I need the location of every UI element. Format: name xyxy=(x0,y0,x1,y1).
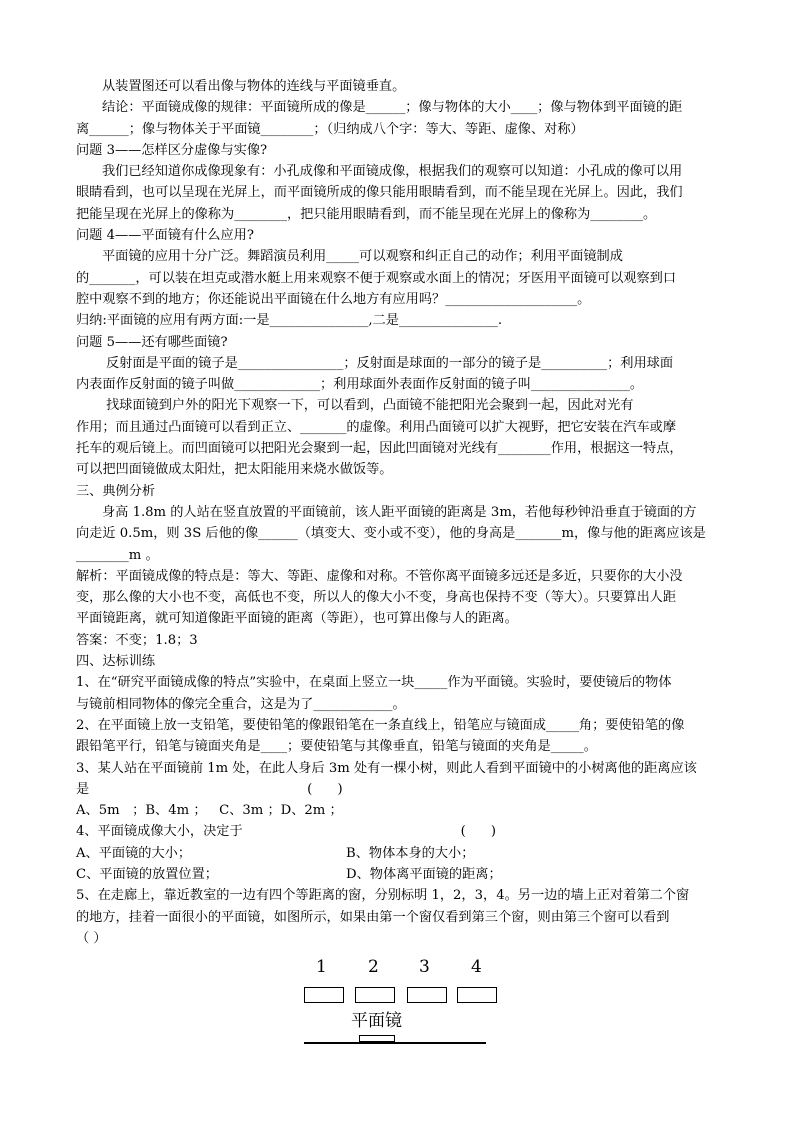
exercise-4-options-row-1 xyxy=(76,843,722,864)
text-line: 变，那么像的大小也不变，高低也不变，所以人的像大小不变，身高也保持不变（等大）。只要算出人距 xyxy=(76,590,677,606)
text-line: （ ） xyxy=(76,930,107,946)
exercise-4-options-row-2 xyxy=(76,864,722,885)
text-line: 的_______，可以装在坦克或潜水艇上用来观察不便于观察或水面上的情况；牙医用平面镜可以观察到口 xyxy=(76,270,677,286)
text-line: 的地方，挂着一面很小的平面镜，如图所示，如果由第一个窗仅看到第三个窗，则由第三个窗可以看到 xyxy=(76,909,670,925)
window-label-1: 1 xyxy=(316,957,327,978)
window-3 xyxy=(407,987,447,1003)
exercise-3-options: A、5m ；B、4m ； C、3m ；D、2m ； xyxy=(76,803,343,819)
text-line: 平面镜的应用十分广泛。舞蹈演员利用_____可以观察和纠正自己的动作；利用平面镜制成 xyxy=(102,249,623,265)
mirror-label: 平面镜 xyxy=(351,1011,402,1032)
conclusion-line: 结论：平面镜成像的规律：平面镜所成的像是______；像与物体的大小____；像与物体到平面镜的距 xyxy=(102,100,683,116)
window-1 xyxy=(304,987,344,1003)
text-line: 托车的观后镜上。而凹面镜可以把阳光会聚到一起，因此凹面镜对光线有________作用，根据这一特点， xyxy=(76,441,683,457)
section-4-heading: 四、达标训练 xyxy=(76,654,156,670)
exercise-1: 1、在“研究平面镜成像的特点”实验中，在桌面上竖立一块_____作为平面镜。实验时，要使镜后的物体 xyxy=(76,675,672,691)
text-line: 身高 1.8m 的人站在竖直放置的平面镜前，该人距平面镜的距离是 3m，若他每秒钟沿垂直于镜面的方 xyxy=(102,504,697,520)
section-3-heading: 三、典例分析 xyxy=(76,483,156,499)
text-line: 找球面镜到户外的阳光下观察一下，可以看到，凸面镜不能把阳光会聚到一起，因此对光有 xyxy=(106,398,634,414)
text-line: 可以把凹面镜做成太阳灶，把太阳能用来烧水做饭等。 xyxy=(76,462,393,478)
text-line: 把能呈现在光屏上的像称为________，把只能用眼睛看到，而不能呈现在光屏上的像称为________。 xyxy=(76,206,657,222)
text-line: 作用；而且通过凸面镜可以看到正立、_______的虚像。利用凸面镜可以扩大视野，把它安装在汽车或摩 xyxy=(76,419,677,435)
text-line: 眼睛看到，也可以呈现在光屏上，而平面镜所成的像只能用眼睛看到，而不能呈现在光屏上。因此，我们 xyxy=(76,185,683,201)
text-line: 向走近 0.5m，则 3S 后他的像______（填变大、变小或不变），他的身高是_______m，像与他的距离应该是 xyxy=(76,526,706,542)
option-d: D、物体离平面镜的距离； xyxy=(346,866,502,882)
text-line: 内表面作反射面的镜子叫做_____________；利用球面外表面作反射面的镜子叫_______________。 xyxy=(76,377,644,393)
text-line: 我们已经知道你成像现象有：小孔成像和平面镜成像，根据我们的观察可以知道：小孔成的像可以用 xyxy=(102,164,683,180)
plane-mirror xyxy=(359,1035,395,1042)
text-line: ________m 。 xyxy=(76,547,159,563)
text-line: 是 ( ) xyxy=(76,781,343,797)
answer-line: 答案：不变；1.8；3 xyxy=(76,632,198,648)
text-line: 腔中观察不到的地方；你还能说出平面镜在什么地方有应用吗？____________________。 xyxy=(76,291,591,307)
text-line: 离______；像与物体关于平面镜________；（归纳成八个字：等大、等距、虚像、对称） xyxy=(76,121,584,137)
summary-line: 归纳:平面镜的应用有两方面:一是_______________,二是_______________. xyxy=(76,313,503,329)
wall-line xyxy=(304,1042,486,1044)
window-label-3: 3 xyxy=(419,957,430,978)
exercise-5: 5、在走廊上，靠近教室的一边有四个等距离的窗，分别标明 1，2，3，4。另一边的墙上正对着第二个窗 xyxy=(76,888,690,904)
text-line: 跟铅笔平行，铅笔与镜面夹角是____；要使铅笔与其像垂直，铅笔与镜面的夹角是_____。 xyxy=(76,739,597,755)
exercise-4: 4、平面镜成像大小，决定于 ( ) xyxy=(76,824,497,840)
text-line: 从装置图还可以看出像与物体的连线与平面镜垂直。 xyxy=(102,79,406,94)
window-label-2: 2 xyxy=(368,957,379,978)
window-2 xyxy=(355,987,395,1003)
corridor-figure xyxy=(76,957,722,1047)
exercise-3: 3、某人站在平面镜前 1m 处，在此人身后 3m 处有一棵小树，则此人看到平面镜中的小树离他的距离应该 xyxy=(76,760,697,776)
question-3-heading: 问题 3——怎样区分虚像与实像? xyxy=(76,142,268,158)
option-c: C、平面镜的放置位置； xyxy=(76,866,218,882)
window-4 xyxy=(457,987,497,1003)
option-a: A、平面镜的大小； xyxy=(76,845,192,861)
analysis-line: 解析：平面镜成像的特点是：等大、等距、虚像和对称。不管你离平面镜多远还是多近，只要你的大小没 xyxy=(76,568,683,584)
text-line: 平面镜距离，就可知道像距平面镜的距离（等距），也可算出像与人的距离。 xyxy=(76,611,518,627)
question-4-heading: 问题 4——平面镜有什么应用? xyxy=(76,228,254,244)
text-line: 与镜前相同物体的像完全重合，这是为了____________。 xyxy=(76,696,406,712)
window-label-4: 4 xyxy=(471,957,482,978)
text-line: 反射面是平面的镜子是________________；反射面是球面的一部分的镜子是__________；利用球面 xyxy=(106,355,674,371)
option-b: B、物体本身的大小； xyxy=(346,845,475,861)
exercise-2: 2、在平面镜上放一支铅笔，要使铅笔的像跟铅笔在一条直线上，铅笔应与镜面成_____角；要使铅笔的像 xyxy=(76,717,685,733)
question-5-heading: 问题 5——还有哪些面镜? xyxy=(76,334,228,350)
document-page xyxy=(76,76,722,1047)
